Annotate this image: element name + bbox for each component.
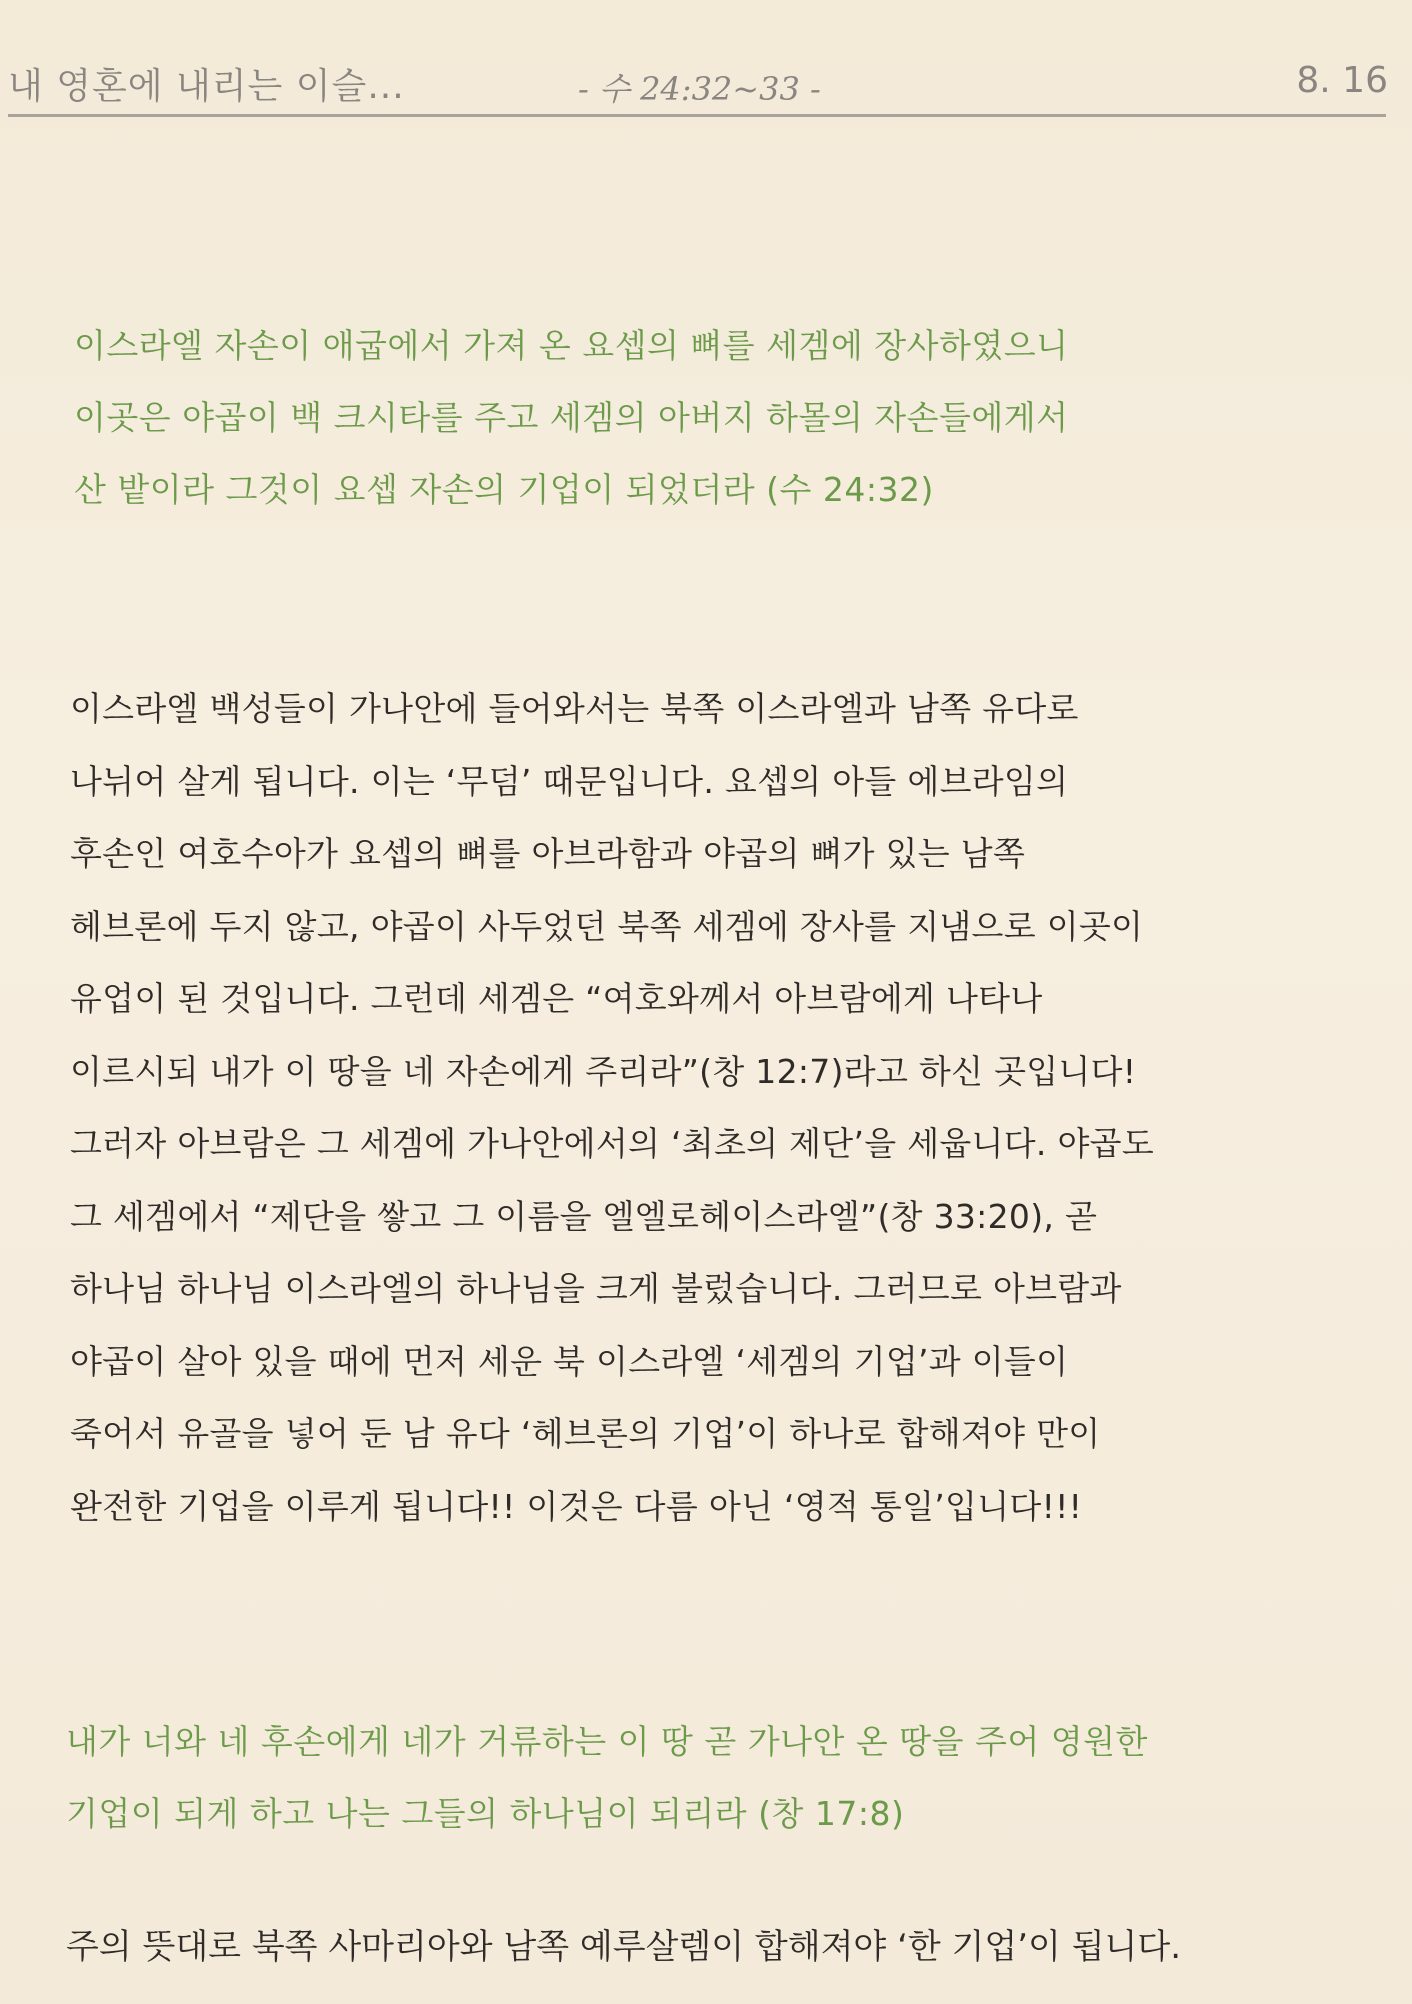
body-line: 나뉘어 살게 됩니다. 이는 ‘무덤’ 때문입니다. 요셉의 아들 에브라임의 [70,761,1069,801]
scripture-quote-top [74,310,1334,526]
body-line: 이스라엘 백성들이 가나안에 들어와서는 북쪽 이스라엘과 남쪽 유다로 [70,689,1079,728]
quote-line: 내가 너와 네 후손에게 네가 거류하는 이 땅 곧 가나안 온 땅을 주어 영원한 [66,1722,1148,1761]
body-line: 유업이 된 것입니다. 그런데 세겜은 “여호와께서 아브람에게 나타나 [70,979,1043,1018]
body-line: 야곱이 살아 있을 때에 먼저 세운 북 이스라엘 ‘세겜의 기업’과 이들이 [70,1341,1069,1381]
book-title: 내 영혼에 내리는 이슬... [8,66,405,107]
body-line: 완전한 기업을 이루게 됩니다!! 이것은 다름 아닌 ‘영적 통일’입니다!!! [70,1486,1083,1526]
body-line: 후손인 여호수아가 요셉의 뼈를 아브라함과 야곱의 뼈가 있는 남쪽 [70,834,1026,873]
quote-line: 이곳은 야곱이 백 크시타를 주고 세겜의 아버지 하몰의 자손들에게서 [74,398,1069,437]
scripture-reference: - 수 24:32~33 - [578,70,821,108]
body-line: 헤브론에 두지 않고, 야곱이 사두었던 북쪽 세겜에 장사를 지냄으로 이곳이 [70,906,1144,946]
body-line: 죽어서 유골을 넣어 둔 남 유다 ‘헤브론의 기업’이 하나로 합해져야 만이 [70,1414,1101,1453]
header-divider [8,114,1386,117]
body-paragraph [70,673,1370,1543]
body-line: 하나님 하나님 이스라엘의 하나님을 크게 불렀습니다. 그러므로 아브람과 [70,1269,1122,1308]
quote-line: 이스라엘 자손이 애굽에서 가져 온 요셉의 뼈를 세겜에 장사하였으니 [74,326,1069,365]
page-date: 8. 16 [1296,60,1388,101]
closing-line: 주의 뜻대로 북쪽 사마리아와 남쪽 예루살렘이 합해져야 ‘한 기업’이 됩니다. [66,1927,1182,1967]
body-line: 이르시되 내가 이 땅을 네 자손에게 주리라”(창 12:7)라고 하신 곳입니다! [70,1051,1137,1091]
scripture-quote-bottom [66,1706,1366,1850]
body-line: 그러자 아브람은 그 세겜에 가나안에서의 ‘최초의 제단’을 세웁니다. 야곱도 [70,1124,1155,1163]
body-line: 그 세겜에서 “제단을 쌓고 그 이름을 엘엘로헤이스라엘”(창 33:20), 곧 [70,1196,1098,1236]
quote-line: 산 밭이라 그것이 요셉 자손의 기업이 되었더라 (수 24:32) [74,470,934,509]
quote-line: 기업이 되게 하고 나는 그들의 하나님이 되리라 (창 17:8) [66,1794,905,1833]
page-header [8,50,1388,110]
